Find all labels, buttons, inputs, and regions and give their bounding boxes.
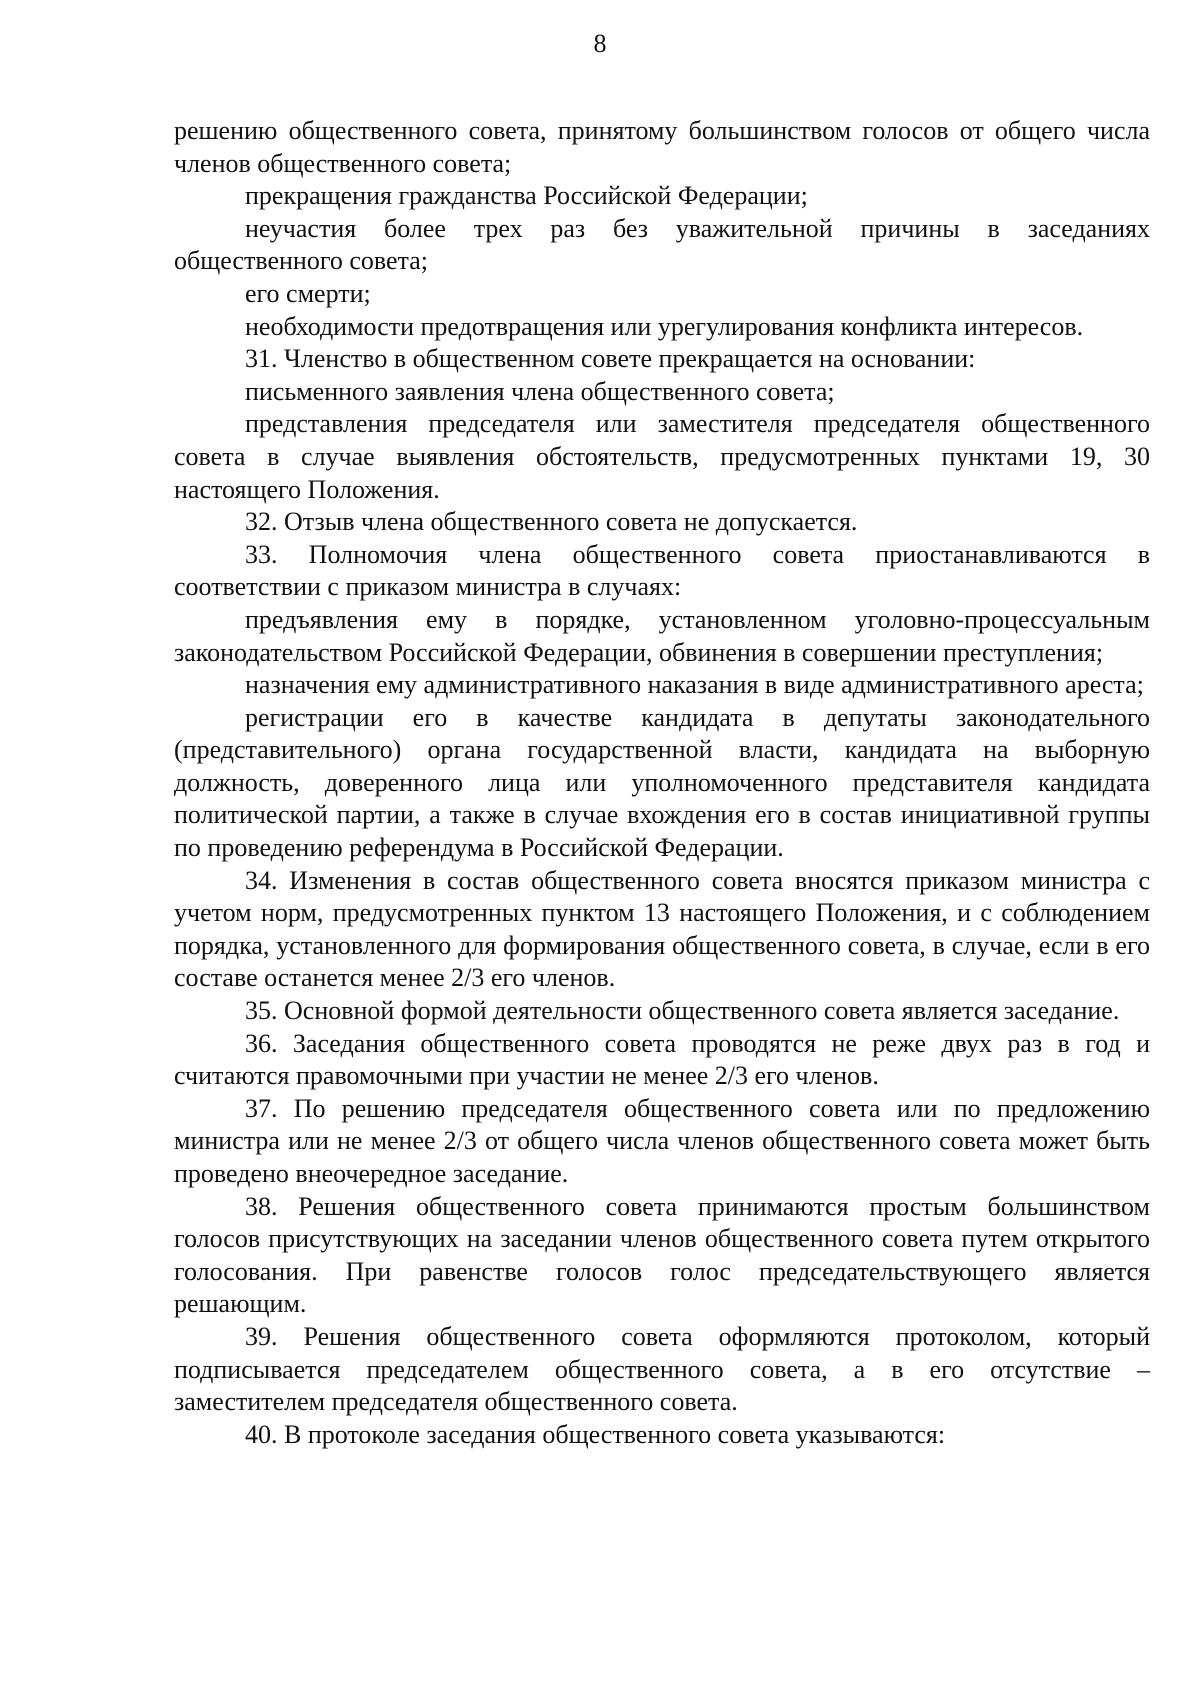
paragraph-item-33: 33. Полномочия члена общественного совета приостанавливаются в соответствии с приказом министра в случаях: [174, 539, 1150, 602]
paragraph-item-37: 37. По решению председателя общественного совета или по предложению министра или не менее 2/3 от общего числа членов общественного совета может быть проведено внеочередное заседание. [174, 1093, 1150, 1188]
paragraph: представления председателя или заместителя председателя общественного совета в случае выявления обстоятельств, предусмотренных пунктами 19, 30 настоящего Положения. [174, 409, 1150, 504]
paragraph-item-35: 35. Основной формой деятельности общественного совета является заседание. [245, 996, 1120, 1026]
paragraph: его смерти; [245, 278, 371, 308]
paragraph-item-31: 31. Членство в общественном совете прекращается на основании: [245, 344, 976, 374]
paragraph-item-34: 34. Изменения в состав общественного совета вносятся приказом министра с учетом норм, предусмотренных пунктом 13 настоящего Положения, и с соблюдением порядка, установленного для формирования общественного совета, в случае, если в его составе останется менее 2/3 его членов. [174, 865, 1150, 993]
paragraph: необходимости предотвращения или урегулирования конфликта интересов. [245, 311, 1084, 341]
paragraph-item-38: 38. Решения общественного совета принимаются простым большинством голосов присутствующих на заседании членов общественного совета путем открытого голосования. При равенстве голосов голос председательствующего является решающим. [174, 1191, 1150, 1319]
paragraph: неучастия более трех раз без уважительной причины в заседаниях общественного совета; [174, 213, 1150, 276]
paragraph-item-39: 39. Решения общественного совета оформляются протоколом, который подписывается председателем общественного совета, а в его отсутствие – заместителем председателя общественного совета. [174, 1321, 1150, 1417]
paragraph: письменного заявления члена общественного совета; [245, 376, 835, 406]
paragraph: регистрации его в качестве кандидата в депутаты законодательного (представительного) органа государственной власти, кандидата на выборную должность, доверенного лица или уполномоченного представителя кандидата политической партии, а также в случае вхождения его в состав инициативной группы по проведению референдума в Российской Федерации. [174, 702, 1150, 863]
paragraph: прекращения гражданства Российской Федерации; [245, 181, 808, 211]
paragraph-item-36: 36. Заседания общественного совета проводятся не реже двух раз в год и считаются правомочными при участии не менее 2/3 его членов. [174, 1028, 1150, 1091]
page-number: 8 [593, 29, 607, 58]
paragraph: назначения ему административного наказания в виде административного ареста; [245, 670, 1144, 700]
document-body [174, 115, 1150, 1451]
paragraph-item-32: 32. Отзыв члена общественного совета не допускается. [245, 507, 858, 537]
paragraph-item-40: 40. В протоколе заседания общественного совета указываются: [245, 1419, 946, 1449]
paragraph: решению общественного совета, принятому большинством голосов от общего числа членов общественного совета; [174, 116, 1150, 178]
paragraph: предъявления ему в порядке, установленном уголовно-процессуальным законодательством Российской Федерации, обвинения в совершении преступления; [174, 604, 1150, 667]
